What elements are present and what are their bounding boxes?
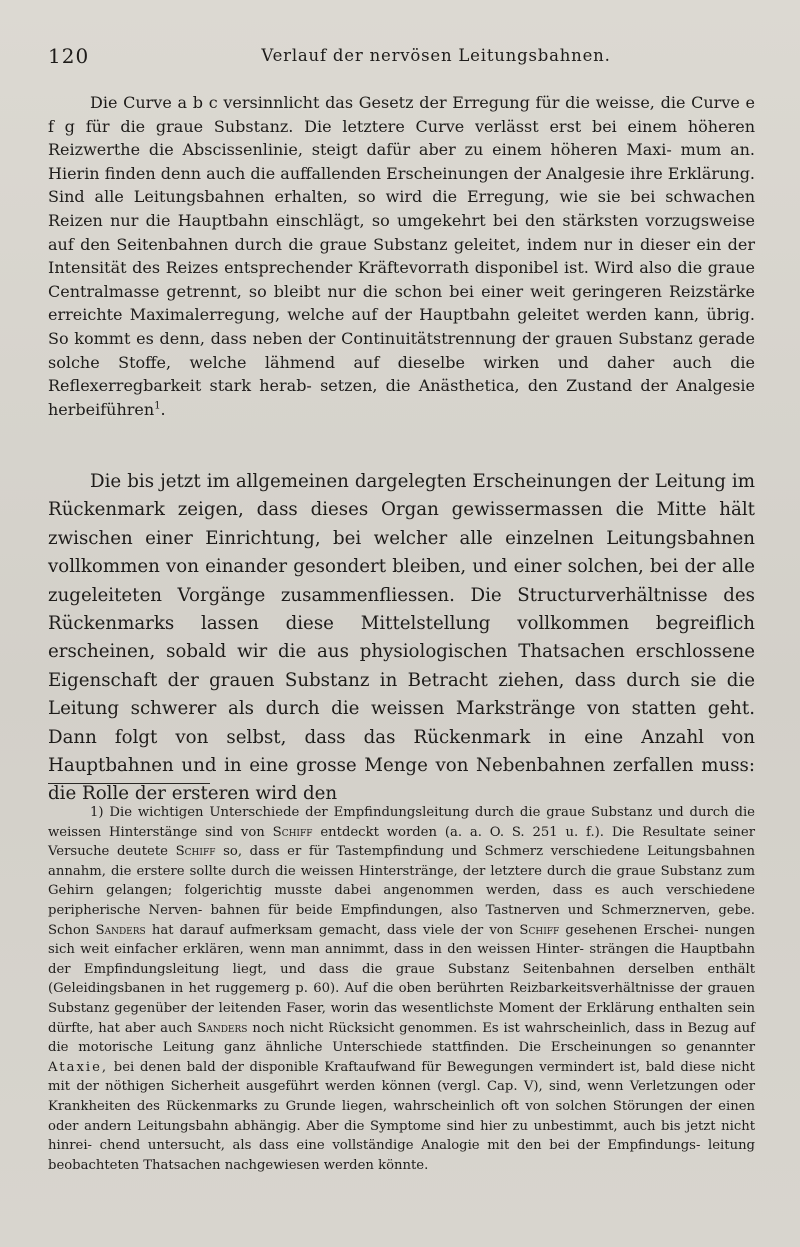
body-line: mum an. Hierin finden denn auch die auffallenden Erscheinungen der Analgesie bbox=[48, 140, 755, 183]
author-name: Schiff bbox=[175, 844, 216, 860]
body-line: ihre Erklärung. Sind alle Leitungsbahnen erhalten, so wird die Erregung, wie bbox=[48, 163, 756, 207]
body-line: höheren Reizwerthe die Abscissenlinie, steigt dafür aber zu einem höheren Maxi- bbox=[48, 116, 755, 160]
emphasized-term: Ataxie, bbox=[48, 1059, 109, 1075]
body-line: sie bei schwachen Reizen nur die Hauptbahn einschlägt, so umgekehrt bei den bbox=[48, 187, 755, 230]
author-name: Schiff bbox=[519, 922, 560, 938]
running-title: Verlauf der nervösen Leitungsbahnen. bbox=[261, 46, 611, 65]
body-line: dass das Rückenmark in eine Anzahl von Hauptbahnen und in eine grosse bbox=[48, 726, 755, 777]
body-line: sobald wir die aus physiologischen Thatsachen erschlossene Eigenschaft der bbox=[48, 641, 755, 691]
body-line: neben der Continuitätstrennung der grauen Substanz gerade solche Stoffe, welche bbox=[48, 328, 755, 372]
footnote-marker: 1) bbox=[90, 805, 104, 820]
body-line: stärksten vorzugsweise auf den Seitenbahnen durch die graue Substanz geleitet, bbox=[48, 210, 755, 254]
body-line: indem nur in dieser ein der Intensität des Reizes entsprechender Kräftevorrath bbox=[48, 234, 755, 278]
body-line: setzen, die Anästhetica, den Zustand der Analgesie herbeiführen bbox=[48, 376, 756, 419]
page-header bbox=[48, 44, 764, 74]
body-line: als durch die weissen Markstränge von statten geht. Dann folgt von selbst, bbox=[48, 698, 755, 748]
author-name: Schiff bbox=[272, 824, 313, 840]
author-name: Sanders bbox=[197, 1020, 248, 1036]
paragraph-2 bbox=[48, 468, 755, 809]
body-line: disponibel ist. Wird also die graue Centralmasse getrennt, so bleibt nur die bbox=[48, 258, 756, 301]
body-line: schon bei einer weit geringeren Reizstärke erreichte Maximalerregung, welche bbox=[48, 281, 755, 325]
body-line: Rückenmarks lassen diese Mittelstellung vollkommen begreiflich erscheinen, bbox=[48, 613, 755, 663]
footnote-reference[interactable]: 1 bbox=[154, 400, 161, 412]
body-line: Die Curve a b c versinnlicht das Gesetz der Erregung für die weisse, die bbox=[90, 93, 686, 112]
body-line: Menge von Nebenbahnen zerfallen muss: die Rolle der ersteren wird den bbox=[48, 755, 755, 805]
paragraph-1: Die Curve a b c versinnlicht das Gesetz der Erregung für die weisse, die Curve e f g für die graue Substanz. Die letztere Curve verlässt erst bei einem höheren Reizwerthe die Abscissenlinie, steigt dafür aber zu einem höheren Maxi- mum an. Hierin finden denn auch die auffallenden Erscheinungen der Analgesie ihre Erklärung. Sind alle Leitungsbahnen erhalten, so wird die Erregung, wie sie bei schwachen Reizen nur die Hauptbahn einschlägt, so umgekehrt bei den stärksten vorzugsweise auf den Seitenbahnen durch die graue Substanz geleitet, indem nur in dieser ein der Intensität des Reizes entsprechender Kräftevorrath disponibel ist. Wird also die graue Centralmasse getrennt, so bleibt nur die schon bei einer weit geringeren Reizstärke erreichte Maximalerregung, welche auf der Hauptbahn geleitet werden kann, übrig. So kommt es denn, dass neben der Continuitätstrennung der grauen Substanz gerade solche Stoffe, welche lähmend auf dieselbe wirken und daher auch die Reflexerregbarkeit stark herab- setzen, die Anästhetica, den Zustand der Analgesie herbeiführen$^1$. bbox=[48, 93, 756, 419]
body-line: Die bis jetzt im allgemeinen dargelegten Erscheinungen der Leitung bbox=[90, 471, 726, 492]
body-line: vollkommen von einander gesondert bleiben, und einer solchen, bei der bbox=[48, 556, 716, 578]
body-line: Curve e f g für die graue Substanz. Die letztere Curve verlässt erst bei einem bbox=[48, 93, 755, 136]
body-line: auf der Hauptbahn geleitet werden kann, übrig. So kommt es denn, dass bbox=[48, 305, 756, 348]
author-name: Sanders bbox=[95, 922, 146, 938]
body-line: alle zugeleiteten Vorgänge zusammenfliessen. Die Structurverhältnisse des bbox=[48, 556, 755, 606]
body-line: grauen Substanz in Betracht ziehen, dass durch sie die Leitung schwerer bbox=[48, 669, 755, 720]
body-line: im Rückenmark zeigen, dass dieses Organ gewissermassen die Mitte hält bbox=[48, 471, 755, 521]
footnote-divider bbox=[48, 783, 210, 784]
footnote: 1) Die wichtigen Unterschiede der Empfindungsleitung durch die graue Substanz und durch die weissen Hinterstänge sind von Schiff entdeckt worden (a. a. O. S. 251 u. f.). Die Resultate seiner Versuche deutete Schiff so, dass er für Tastempfindung und Schmerz verschiedene Leitungsbahnen annahm, die erstere sollte durch die weissen Hinterstränge, der letztere durch die graue Substanz zum Gehirn gelangen; folgerichtig musste dabei angenommen werden, dass es auch verschiedene peripherische Nerven- bahnen für beide Empfindungen, also Tastnerven und Schmerznerven, gebe. Schon Sanders hat darauf aufmerksam gemacht, dass viele der von Schiff gesehenen Erschei- nungen sich weit einfacher erklären, wenn man annimmt, dass in den weissen Hinter- strängen die Hauptbahn der Empfindungsleitung liegt, und dass die graue Substanz Seitenbahnen derselben enthält (Geleidingsbanen in het ruggemerg p. 60). Auf die oben berührten Reizbarkeitsverhältnisse der grauen Substanz gegenüber der leitenden Faser, worin das wesentlichste Moment der Erklärung enthalten sein dürfte, hat aber auch Sanders noch nicht Rücksicht genommen. Es ist wahrscheinlich, dass in Bezug auf die motorische Leitung ganz ähnliche Unterschiede stattfinden. Die Erscheinungen so genannter Ataxie, bei denen bald der disponible Kraftaufwand für Bewegungen vermindert ist, bald diese nicht mit der nöthigen Sicherheit ausgeführt werden können (vergl. Cap. V), sind, wenn Verletzungen oder Krankheiten des Rückenmarks zu Grunde liegen, wahrscheinlich oft von solchen Störungen der einen oder andern Leitungsbahn abhängig. Aber die Symptome sind hier zu unbestimmt, auch bis jetzt nicht hinrei- chend untersucht, als dass eine vollständige Analogie mit den bei der Empfindungs- leitung beobachteten Thatsachen nachgewiesen werden könnte. bbox=[48, 805, 756, 1173]
body-line: lähmend auf dieselbe wirken und daher auch die Reflexerregbarkeit stark herab- bbox=[48, 352, 756, 396]
page-number: 120 bbox=[48, 44, 90, 68]
body-line: zwischen einer Einrichtung, bei welcher alle einzelnen Leitungsbahnen bbox=[48, 527, 755, 549]
